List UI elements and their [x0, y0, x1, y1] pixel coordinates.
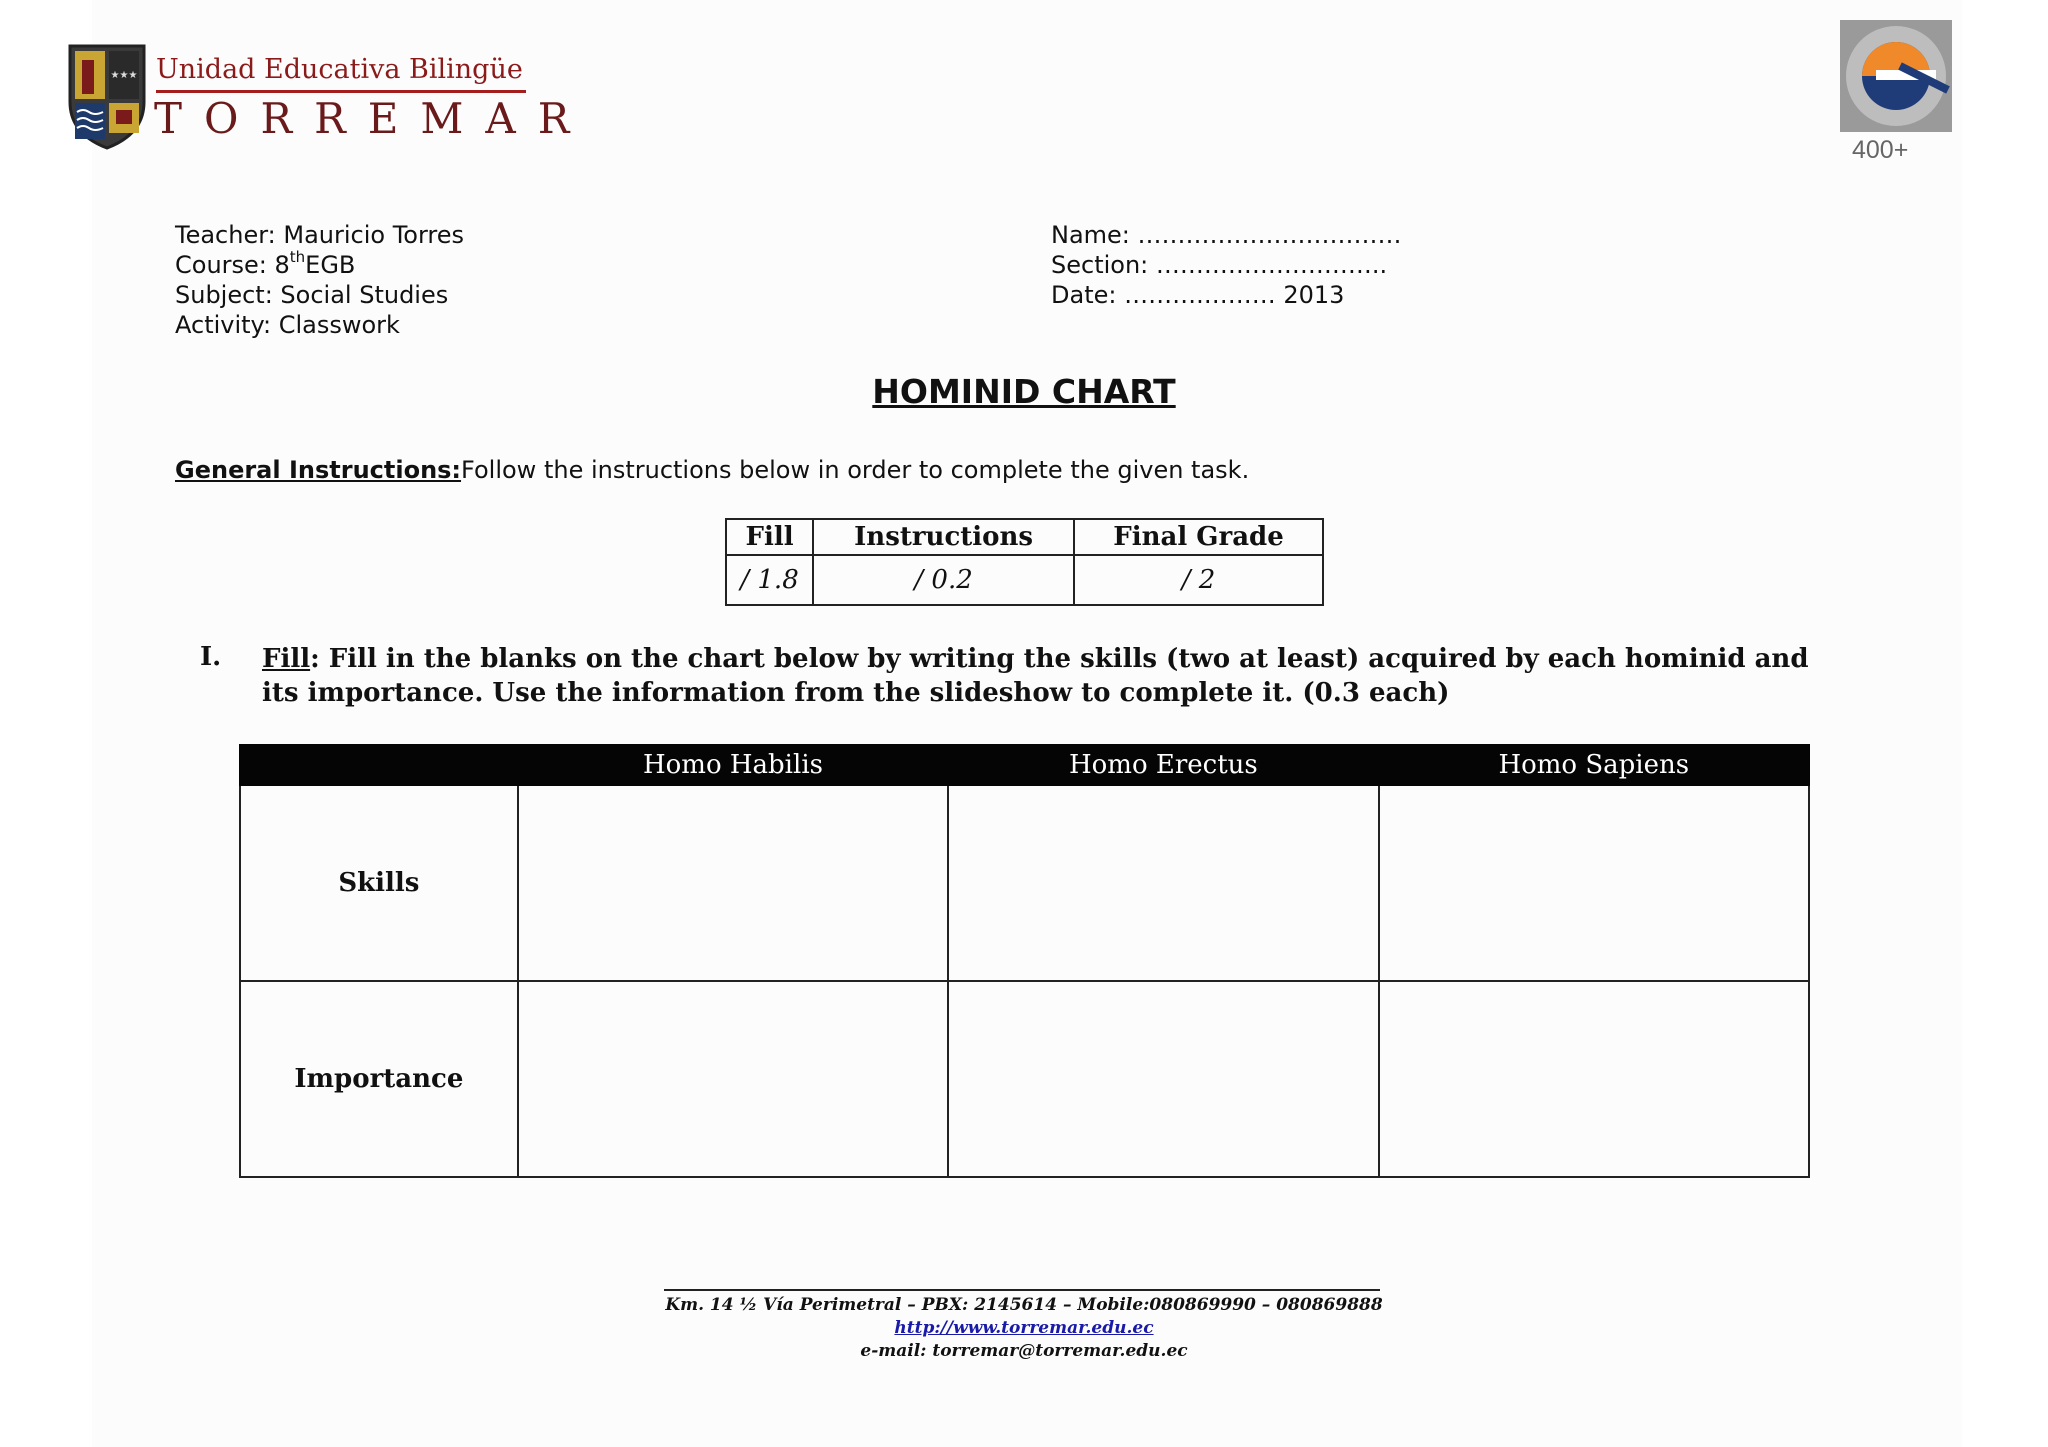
grade-value-row — [726, 555, 1323, 605]
grade-value-instructions: / 0.2 — [813, 555, 1074, 605]
cell-habilis-importance[interactable] — [518, 981, 948, 1177]
grade-header-instructions: Instructions — [813, 519, 1074, 555]
chart-header-corner — [240, 745, 518, 785]
chart-row-importance — [240, 981, 1809, 1177]
section-field[interactable]: Section: ……………………….. — [1051, 251, 1388, 279]
footer-address: Km. 14 ½ Vía Perimetral – PBX: 2145614 – Mobile:080869990 – 080869888 — [665, 1295, 1383, 1315]
logo-school-name: TORREMAR — [154, 94, 592, 143]
grade-value-fill: / 1.8 — [726, 555, 813, 605]
grade-value-final: / 2 — [1074, 555, 1323, 605]
cell-erectus-importance[interactable] — [948, 981, 1378, 1177]
grade-header-final: Final Grade — [1074, 519, 1323, 555]
row-label-skills: Skills — [240, 785, 518, 981]
row-label-importance: Importance — [240, 981, 518, 1177]
grade-table — [725, 518, 1324, 606]
seal-label: 400+ — [1852, 136, 1909, 164]
course-prefix: Course: 8 — [175, 251, 290, 279]
name-field[interactable]: Name: …………………………… — [1051, 221, 1402, 249]
chart-header-sapiens: Homo Sapiens — [1379, 745, 1809, 785]
logo-school-subtitle: Unidad Educativa Bilingüe — [156, 54, 523, 85]
page-title: HOMINID CHART — [872, 372, 1176, 411]
subject-line: Subject: Social Studies — [175, 281, 449, 309]
school-crest-icon — [66, 42, 148, 150]
cell-sapiens-importance[interactable] — [1379, 981, 1809, 1177]
cell-erectus-skills[interactable] — [948, 785, 1378, 981]
svg-text:★★★: ★★★ — [110, 70, 138, 81]
general-instructions — [175, 456, 1249, 484]
activity-line: Activity: Classwork — [175, 311, 400, 339]
question-label: Fill — [262, 644, 311, 674]
course-line — [175, 250, 464, 280]
hominid-chart-table — [239, 744, 1810, 1178]
question-number: I. — [200, 642, 222, 672]
question-body: : Fill in the blanks on the chart below by writing the skills (two at least) acquired by each hominid and its importance. Use the information from the slideshow to complete it. (0.3 each) — [262, 644, 1809, 708]
teacher-info — [175, 220, 464, 340]
grade-header-fill: Fill — [726, 519, 813, 555]
chart-header-habilis: Homo Habilis — [518, 745, 948, 785]
teacher-line: Teacher: Mauricio Torres — [175, 221, 465, 249]
date-field[interactable]: Date: ……….……… 2013 — [1051, 281, 1345, 309]
chart-header-row — [240, 745, 1809, 785]
school-logo — [66, 38, 592, 150]
footer-divider — [664, 1289, 1380, 1291]
instructions-label: General Instructions: — [175, 456, 462, 484]
course-suffix: EGB — [305, 251, 356, 279]
chart-header-erectus: Homo Erectus — [948, 745, 1378, 785]
footer-email: e-mail: torremar@torremar.edu.ec — [860, 1341, 1188, 1361]
grade-header-row — [726, 519, 1323, 555]
cell-sapiens-skills[interactable] — [1379, 785, 1809, 981]
student-info — [1051, 220, 1402, 310]
footer-website-link[interactable]: http://www.torremar.edu.ec — [894, 1318, 1154, 1338]
chart-row-skills — [240, 785, 1809, 981]
instructions-text: Follow the instructions below in order to complete the given task. — [461, 456, 1250, 484]
question-text — [262, 642, 1822, 710]
logo-divider — [156, 90, 526, 93]
cell-habilis-skills[interactable] — [518, 785, 948, 981]
course-superscript: th — [289, 248, 306, 266]
page-background — [92, 0, 1962, 1447]
